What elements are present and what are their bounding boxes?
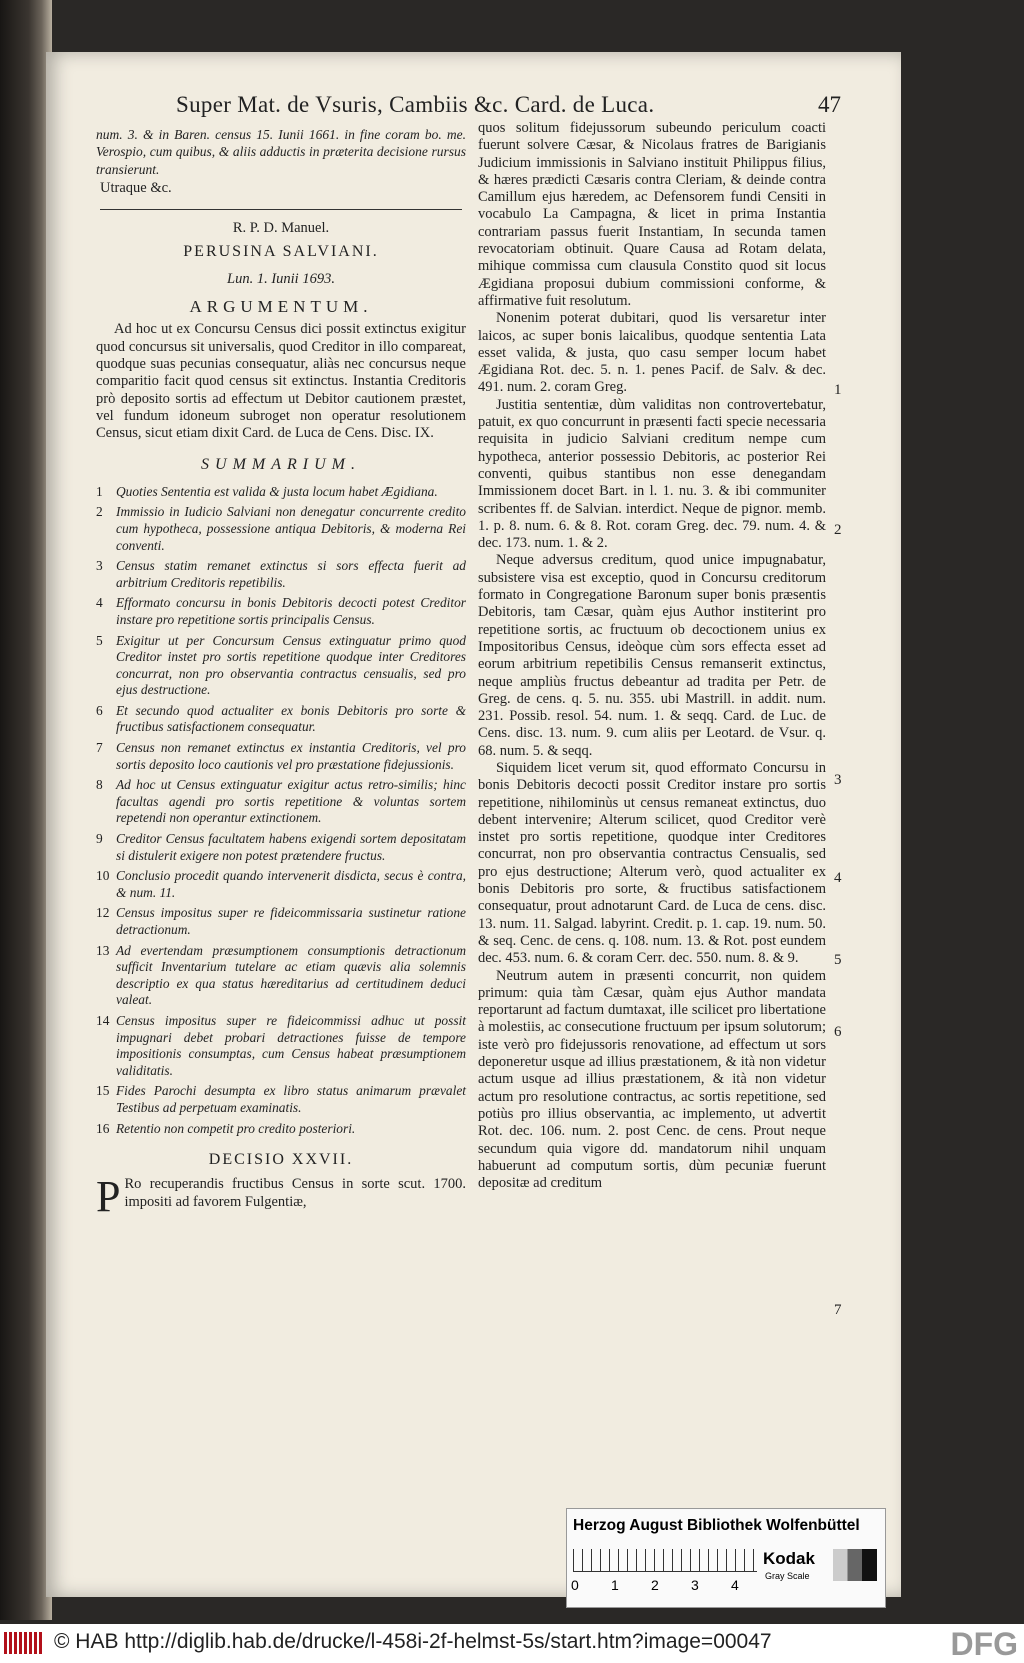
left-column	[96, 126, 466, 1222]
paragraph: Siquidem licet verum sit, quod efformato Concursu in bonis Debitoris decocti possit Creditor instare pro sortis repetitione, nihilominùs ut census remaneat extinctus, duo debent intervenire; Alterum scilicet, quod Creditor verè instet pro sortis repetitione, quodque inter Creditores concurrat, non pro observantia contractus Censualis, sed pro ejus destructione; Alterum verò, quod actualiter ex bonis Debitoris pro sorte, & fructibus satisfactionem consequatur, prout adnotarunt Card. de Luca de cens. disc. 13. num. 11. Salgad. labyrint. Credit. p. 1. cap. 19. num. 50. & seq. Cenc. de cens. q. 108. num. 13. & Rot. post eundem dec. 453. num. 6. & coram Cerr. dec. 550. num. 8. & 9.	[478, 759, 826, 967]
summary-list	[96, 484, 466, 1137]
paragraph: Neque adversus creditum, quod unice impugnabatur, subsistere visa est exceptio, quod in Concursu creditorum formato in Congregatione Baronum super bonis præsentis Debitoris, tam Cæsar, quàm ejus Author institerint pro repetitione sortis, ac fructuum ob decoctionem unius ex Impositoribus Census, ideòque cùm sors effecta esset ad eorum arbitrium repetibilis Census remanserit extinctus, neque ampliùs fructus debeantur ad tradita per Petr. de Greg. de cens. q. 5. nu. 355. ubi Mastrill. in addit. num. 231. Possib. resol. 54. num. 1. & seqq. Card. de Luc. de Cens. disc. 13. num. 9. cum aliis per Leotard. de Vsur. q. 68. num. 5. & seqq.	[478, 552, 826, 759]
summary-text: Quoties Sententia est valida & justa locum habet Ægidiana.	[116, 483, 438, 499]
summary-text: Efformato concursu in bonis Debitoris decocti potest Creditor instare pro repetitione sortis principalis Census.	[116, 595, 466, 627]
margin-number: 5	[834, 952, 842, 968]
summary-number: 2	[96, 504, 103, 520]
summary-number: 10	[96, 868, 110, 884]
color-reference-card	[566, 1508, 886, 1608]
scale-number: 4	[731, 1577, 739, 1593]
decisio-dropcap: P	[96, 1172, 121, 1222]
summary-item	[96, 633, 466, 699]
summary-item	[96, 740, 466, 773]
paragraph: Nonenim poterat dubitari, quod lis versaretur inter laicos, ac super bonis laicalibus, quodque sententia Lata esset valida, & justa, quo casu semper locum habet Ægidiana Rot. dec. 5. n. 1. penes Pacif. de Salv. & dec. 491. num. 2. coram Greg.	[478, 310, 826, 396]
argumentum-text: Ad hoc ut ex Concursu Census dici possit extinctus exigitur quod concursus sit universalis, quod Creditor in illo compareat, quodque suas pecunias consequatur, aliàs nec concursus neque comparitio facit quod census sit extinctus. Instantia Creditoris prò deposito sortis ad effectum ut Debitor cautionem præstet, vel fundum idoneum subroget non operatur resolutionem Census, sicut etiam dixit Card. de Luca de Cens. Disc. IX.	[96, 321, 466, 442]
summary-item	[96, 558, 466, 591]
margin-number: 1	[834, 382, 842, 398]
footer-bar	[0, 1624, 1024, 1663]
summary-text: Creditor Census facultatem habens exigendi sortem depositatam si distulerit exigere non potest prætendere fructus.	[116, 831, 466, 863]
summary-item	[96, 868, 466, 901]
decisio-text: Ro recuperandis fructibus Census in sorte scut. 1700. impositi ad favorem Fulgentiæ,	[124, 1176, 466, 1210]
summary-text: Exigitur ut per Concursum Census extinguatur primo quod Creditor instet pro sortis repetitione quodque inter Creditores concurrat, non pro observantia contractus censualis, sed pro ejus destructione.	[116, 632, 466, 698]
library-name: Herzog August Bibliothek Wolfenbüttel	[573, 1517, 860, 1534]
summary-item	[96, 777, 466, 827]
summary-item	[96, 484, 466, 501]
footer-url[interactable]: © HAB http://diglib.hab.de/drucke/l-458i-2f-helmst-5s/start.htm?image=00047	[54, 1630, 772, 1653]
summarium-heading: SUMMARIUM.	[201, 456, 361, 474]
summary-text: Conclusio procedit quando intervenerit disdicta, secus è contra, & num. 11.	[116, 868, 466, 900]
margin-number: 4	[834, 870, 842, 886]
scale-number: 3	[691, 1577, 699, 1593]
case-title: PERUSINA SALVIANI.	[183, 243, 379, 261]
paragraph: quos solitum fidejussorum subeundo periculum coacti fuerunt solvere Cæsar, & Nicolaus fratres de Barigianis Judicium immissionis in Salviano instituit Philippus filius, & hæres prædicti Cæsaris contra Cleriam, & deinde contra Camillum ejus hæredem, ac Defensorem fundi Censiti in vocabulo La Campagna, & licet in prima Instantia contrariam passus fuerit Instantiam, In secunda tamen revocatoriam obtinuit. Quare Causa ad Rotam delata, mihique commissa cum clausula Constito quod sit locus Ægidiana proposui dubium commissioni conforme, & affirmative fuit resolutum.	[478, 120, 826, 309]
hab-logo-icon	[4, 1632, 44, 1654]
margin-number: 3	[834, 772, 842, 788]
margin-number: 7	[834, 1302, 842, 1318]
summary-number: 16	[96, 1120, 110, 1136]
summary-text: Et secundo quod actualiter ex bonis Debitoris pro sorte & fructibus satisfactionem consequatur.	[116, 702, 466, 735]
summary-number: 9	[96, 831, 103, 847]
margin-number: 2	[834, 522, 842, 538]
summary-number: 13	[96, 942, 110, 958]
summary-text: Ad hoc ut Census extinguatur exigitur actus retro-similis; hinc facultas agendi pro sortis repetitione & voluntas sortem repetendi non operantur extinctionem.	[116, 777, 466, 826]
rpd-line: R. P. D. Manuel.	[232, 220, 330, 237]
summary-number: 4	[96, 595, 103, 611]
right-column	[478, 120, 826, 1192]
summary-item	[96, 943, 466, 1009]
summary-text: Fides Parochi desumpta ex libro status animarum prævalet Testibus ad perpetuam examinatis.	[116, 1083, 466, 1115]
summary-text: Immissio in Iudicio Salviani non denegatur concurrente credito cum hypotheca, possessione antiqua Debitoris, & moderna Rei conventi.	[116, 504, 466, 553]
gray-patches	[833, 1549, 877, 1581]
summary-item	[96, 504, 466, 554]
paragraph: Justitia sententiæ, dùm validitas non controvertebatur, patuit, ex quo concurrunt in præsenti facti specie necessaria requisita in judicio Salviani creditum nempe cum hypotheca, anterior possessio Debitoris, ac posterior Rei conventi, quibus stantibus non esse denegandam Immissionem docet Bart. in l. 1. nu. 3. & ibi communiter scribentes ff. de Salvian. interdict. Neque de pignor. memb. 1. p. 8. num. 6. & 8. Rot. coram Greg. dec. 79. num. 4. & dec. 173. num. 1. & 2.	[478, 396, 826, 552]
margin-notes	[834, 52, 854, 1597]
ruler-scale	[573, 1549, 757, 1572]
summary-item	[96, 1121, 466, 1138]
decisio-heading: DECISIO XXVII.	[208, 1151, 354, 1169]
summary-item	[96, 905, 466, 938]
summary-text: Ad evertendam præsumptionem consumptionis detractionum sufficit Inventarium tutelare ac etiam quævis alia solemnis descriptio ex qua status hæreditarius ad certitudinem deduci valeat.	[116, 942, 466, 1008]
summary-text: Census impositus super re fideicommissaria sustinetur ratione detractionum.	[116, 905, 466, 937]
summary-item	[96, 1083, 466, 1116]
running-title: Super Mat. de Vsuris, Cambiis &c. Card. de Luca.	[176, 92, 655, 117]
summary-text: Census statim remanet extinctus si sors effecta fuerit ad arbitrium Creditoris repetibilis.	[116, 558, 466, 590]
paragraph: Neutrum autem in præsenti concurrit, non quidem primum: quia tàm Cæsar, quàm ejus Author mandata reportarunt ad factum dumtaxat, ille scilicet pro libertatione à molestiis, ac consecutione fructuum per ipsum solutorum; iste verò pro fidejussoris renovatione, ad effectum ut sors deponeretur usque ad illius præstationem, & ità non videtur actum usque ad illius præstationem, & ità non videtur actum pro resolutione contractus, ac sortis repetitione, sed potiùs pro illius observantia, ac implemento, ut advertit Rot. dec. 106. num. 2. post Cenc. de cens. Prout neque secundum quia vigore dd. mandatorum nihil unquam habuerunt ad computum sortis, dùm pecuniæ fuerunt depositæ ad creditum	[478, 967, 826, 1192]
summary-number: 15	[96, 1083, 110, 1099]
summary-item	[96, 831, 466, 864]
case-date: Lun. 1. Iunii 1693.	[227, 270, 335, 287]
summary-item	[96, 1013, 466, 1079]
opening-text: num. 3. & in Baren. census 15. Iunii 1661. in fine coram bo. me. Verospio, cum quibus, & aliis adductis in præterita decisione rursus transierunt.	[96, 127, 466, 177]
dfg-logo: DFG	[950, 1626, 1018, 1662]
summary-number: 6	[96, 702, 103, 718]
summary-number: 1	[96, 483, 103, 499]
argumentum-heading: ARGUMENTUM.	[189, 297, 373, 317]
summary-text: Census non remanet extinctus ex instantia Creditoris, vel pro sortis deposito loco cautionis vel pro præstatione fidejussionis.	[116, 740, 466, 772]
summary-number: 14	[96, 1012, 110, 1028]
summary-number: 7	[96, 740, 103, 756]
summary-number: 5	[96, 632, 103, 648]
margin-number: 6	[834, 1024, 842, 1040]
summary-number: 8	[96, 777, 103, 793]
summary-number: 12	[96, 905, 110, 921]
page-number: 47	[818, 92, 841, 117]
summary-item	[96, 703, 466, 736]
kodak-logo: Kodak	[763, 1549, 815, 1568]
summary-text: Census impositus super re fideicommissi adhuc ut possit impugnari debet probari detractiones fuisse de tempore impositionis consumptas, cum Census habeat præsumptionem validitatis.	[116, 1012, 466, 1078]
summary-text: Retentio non competit pro credito posteriori.	[116, 1120, 356, 1136]
summary-number: 3	[96, 558, 103, 574]
summary-item	[96, 595, 466, 628]
scale-number: 1	[611, 1577, 619, 1593]
divider-rule	[100, 209, 462, 210]
scale-number: 0	[571, 1577, 579, 1593]
utraque-text: Utraque &c.	[100, 179, 172, 196]
scale-number: 2	[651, 1577, 659, 1593]
book-page	[46, 52, 901, 1597]
gray-scale-label: Gray Scale	[765, 1571, 810, 1581]
book-spine	[0, 0, 52, 1620]
